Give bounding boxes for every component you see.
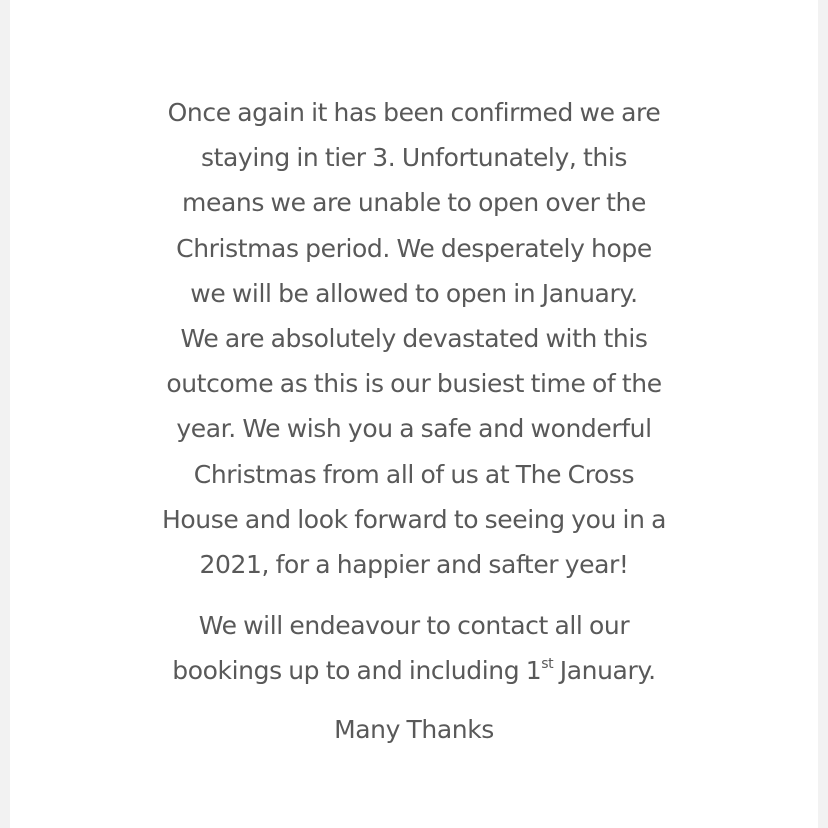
notice-line: We are absolutely devastated with this (180, 324, 648, 354)
notice-line-date-end: January. (553, 656, 656, 686)
notice-line: means we are unable to open over the (182, 188, 646, 218)
notice-line: Once again it has been confirmed we are (167, 98, 661, 127)
notice-line: year. We wish you a safe and wonderful (176, 414, 652, 444)
ordinal-suffix: st (541, 656, 554, 673)
notice-page (10, 0, 818, 828)
notice-paragraph-bookings (134, 603, 694, 693)
notice-line: outcome as this is our busiest time of the (166, 369, 662, 399)
notice-line-date-start: bookings up to and including 1 (172, 656, 542, 686)
notice-line-date (134, 648, 694, 693)
notice-line: Christmas period. We desperately hope (176, 233, 652, 263)
notice-line: House and look forward to seeing you in a (161, 504, 666, 534)
notice-line: We will endeavour to contact all our (198, 611, 630, 641)
notice-line: 2021, for a happier and safter year! (199, 550, 629, 580)
notice-signoff: Many Thanks (334, 715, 494, 745)
notice-paragraph-main (134, 90, 694, 587)
notice-text-block (10, 90, 818, 752)
notice-line: we will be allowed to open in January. (190, 278, 638, 308)
notice-line: staying in tier 3. Unfortunately, this (200, 143, 627, 173)
notice-line: Christmas from all of us at The Cross (193, 459, 635, 489)
